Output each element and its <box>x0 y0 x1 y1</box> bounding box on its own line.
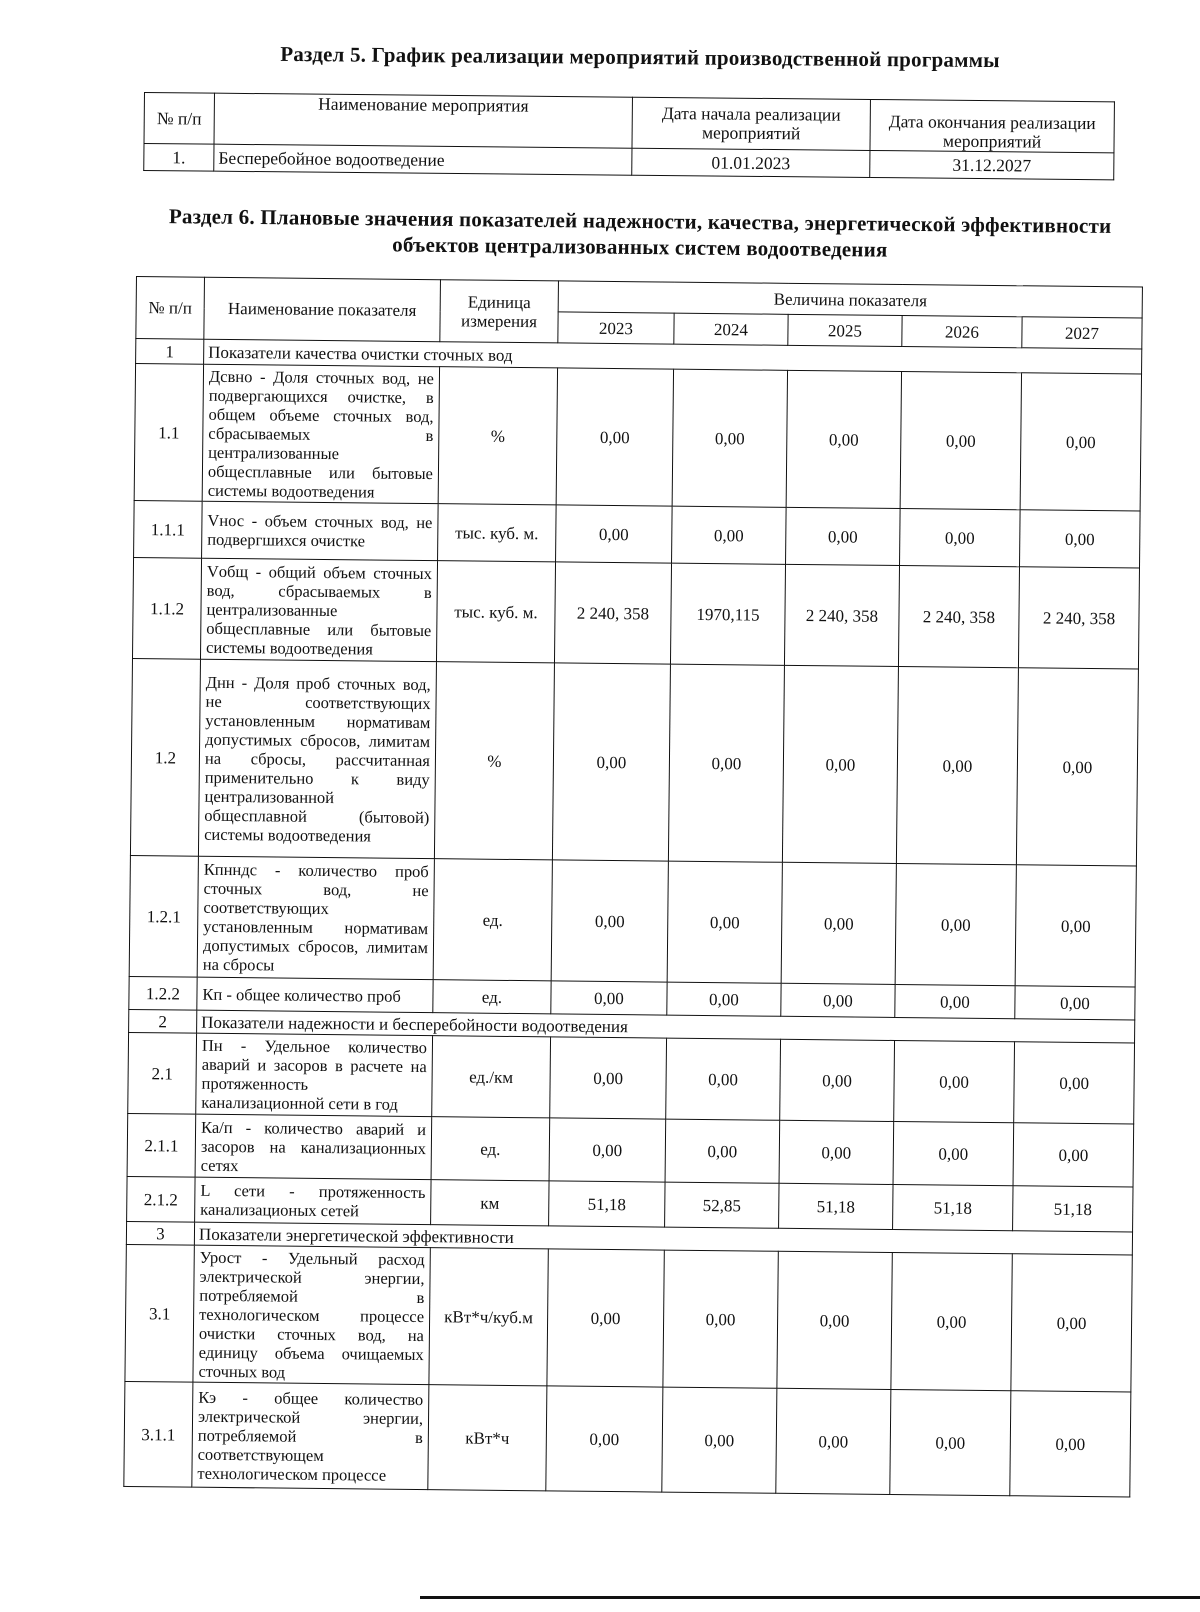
row-value-2024: 0,00 <box>662 1387 777 1493</box>
header-indicator-name: Наименование показателя <box>204 277 441 341</box>
row-value-2023: 0,00 <box>550 1037 667 1119</box>
row-indicator-name: Кэ - общее количество электрической энергии, потребляемой в соответствующем технологическом процессе <box>192 1382 429 1489</box>
group-num: 1 <box>136 339 204 365</box>
row-value-2027: 0,00 <box>1015 865 1136 987</box>
row-num: 1.1.2 <box>132 557 201 659</box>
group-name: Показатели качества очистки сточных вод <box>204 339 1142 374</box>
row-value-2024: 0,00 <box>667 982 781 1016</box>
header-year-2023: 2023 <box>558 312 674 344</box>
row-value-2025: 0,00 <box>780 1039 895 1121</box>
row-value-2027: 2 240, 358 <box>1018 567 1139 669</box>
header-start-date: Дата начала реализации мероприятий <box>632 97 870 150</box>
table-row <box>129 855 1136 987</box>
row-unit: км <box>431 1180 549 1226</box>
row-indicator-name: Кп - общее количество проб <box>197 977 433 1012</box>
row-end-date: 31.12.2027 <box>870 150 1114 179</box>
table-row <box>128 1032 1135 1124</box>
header-num: № п/п <box>136 277 205 340</box>
row-unit: % <box>438 367 557 505</box>
row-value-2023: 0,00 <box>549 1118 666 1182</box>
row-value-2026: 0,00 <box>896 667 1018 865</box>
section-5-title: Раздел 5. График реализации мероприятий производственной программы <box>280 41 1000 73</box>
header-activity-name: Наименование мероприятия <box>214 93 632 148</box>
header-year-2026: 2026 <box>902 316 1022 348</box>
schedule-table-header <box>144 93 1114 153</box>
row-value-2026: 0,00 <box>895 863 1016 985</box>
schedule-table <box>143 92 1115 180</box>
row-value-2024: 0,00 <box>672 506 787 564</box>
row-value-2026: 51,18 <box>893 1184 1013 1230</box>
row-unit: тыс. куб. м. <box>436 561 555 663</box>
row-indicator-name: Дсвно - Доля сточных вод, не подвергающихся очистке, в общем объеме сточных вод, сбрасываемых в централизованные общесплавные или бытовые системы водоотведения <box>202 364 439 503</box>
row-activity-name: Бесперебойное водоотведение <box>214 144 632 175</box>
group-name: Показатели энергетической эффективности <box>194 1222 1132 1255</box>
row-value-2025: 0,00 <box>781 862 896 984</box>
row-value-2026: 0,00 <box>893 1121 1014 1185</box>
table-row <box>124 1381 1131 1497</box>
row-unit: % <box>434 662 554 860</box>
row-num: 1.1 <box>134 364 203 502</box>
row-value-2023: 0,00 <box>552 663 670 861</box>
group-num: 2 <box>129 1009 197 1033</box>
row-unit: ед. <box>433 980 551 1014</box>
header-year-2024: 2024 <box>674 313 788 345</box>
row-value-2027: 0,00 <box>1011 1254 1132 1392</box>
header-unit: Единица измерения <box>440 280 559 343</box>
row-value-2027: 51,18 <box>1013 1186 1134 1232</box>
row-num: 1.1.1 <box>134 500 203 558</box>
row-value-2025: 0,00 <box>782 665 898 863</box>
row-num: 1.2 <box>130 658 200 856</box>
row-indicator-name: Днн - Доля проб сточных вод, не соответствующих установленным нормативам допустимых сбросов, лимитам на сбросы, рассчитанная применительно к виду централизованной общесплавной (бытовой) системы водоотведения <box>198 659 436 858</box>
row-value-2023: 0,00 <box>547 1249 664 1387</box>
row-value-2024: 0,00 <box>672 369 787 507</box>
row-value-2024: 0,00 <box>666 1038 781 1120</box>
row-unit: ед. <box>433 859 552 981</box>
row-value-2027: 0,00 <box>1010 1391 1131 1497</box>
row-value-2025: 2 240, 358 <box>784 564 899 666</box>
header-num: № п/п <box>144 93 214 145</box>
row-indicator-name: Пн - Удельное количество аварий и засоров в расчете на протяженность канализационной сети в год <box>196 1033 433 1116</box>
row-value-2027: 0,00 <box>1013 1123 1134 1187</box>
row-value-2027: 0,00 <box>1014 1042 1135 1124</box>
row-num: 3.1 <box>125 1244 194 1382</box>
row-value-2025: 0,00 <box>777 1251 892 1389</box>
row-value-2025: 0,00 <box>786 370 901 508</box>
row-value-2027: 0,00 <box>1016 668 1138 866</box>
row-value-2026: 0,00 <box>900 372 1021 510</box>
table-row <box>127 1113 1134 1187</box>
row-value-2023: 0,00 <box>556 368 673 506</box>
row-indicator-name: Кпнндс - количество проб сточных вод, не соответствующих установленным нормативам допустимых сбросов, лимитам на сбросы <box>197 856 434 979</box>
table-row <box>130 658 1138 866</box>
row-unit: тыс. куб. м. <box>438 504 557 562</box>
row-value-2024: 52,85 <box>665 1182 779 1228</box>
row-value-2026: 0,00 <box>900 509 1021 567</box>
row-value-2024: 0,00 <box>665 1119 780 1183</box>
row-unit: ед. <box>431 1117 550 1181</box>
row-num: 2.1.2 <box>127 1176 195 1222</box>
row-indicator-name: L сети - протяженность канализационых сетей <box>195 1177 431 1224</box>
row-indicator-name: Ка/п - количество аварий и засоров на канализационных сетях <box>195 1114 432 1179</box>
row-indicator-name: Урост - Удельный расход электрической энергии, потребляемой в технологическом процессе очистки сточных вод, на единицу объема очищаемых сточных вод <box>193 1245 430 1384</box>
row-num: 1. <box>144 144 214 172</box>
row-value-2023: 2 240, 358 <box>554 562 671 664</box>
row-value-2027: 0,00 <box>1020 510 1141 568</box>
row-indicator-name: Vобщ - общий объем сточных вод, сбрасываемых в централизованные общесплавные или бытовые системы водоотведения <box>200 558 437 661</box>
indicators-table <box>123 276 1143 1497</box>
row-num: 1.2.2 <box>129 976 197 1010</box>
header-end-date: Дата окончания реализации мероприятий <box>870 99 1114 152</box>
row-value-2027: 0,00 <box>1020 373 1141 511</box>
group-name: Показатели надежности и бесперебойности водоотведения <box>197 1010 1135 1043</box>
row-value-2023: 51,18 <box>549 1181 665 1227</box>
row-value-2026: 0,00 <box>890 1389 1011 1495</box>
row-unit: ед./км <box>432 1036 551 1118</box>
group-num: 3 <box>126 1221 194 1245</box>
row-value-2026: 0,00 <box>895 984 1015 1018</box>
row-value-2023: 0,00 <box>551 981 667 1015</box>
row-num: 1.2.1 <box>129 855 198 977</box>
indicators-body <box>124 339 1142 1497</box>
row-unit: кВт*ч <box>428 1385 547 1491</box>
row-value-2025: 51,18 <box>779 1183 893 1229</box>
row-value-2026: 0,00 <box>894 1040 1015 1122</box>
row-value-2026: 2 240, 358 <box>898 566 1019 668</box>
row-value-2023: 0,00 <box>556 505 673 563</box>
section-6-title: Раздел 6. Плановые значения показателей надежности, качества, энергетической эффективности объектов централизованных систем водоотведения <box>168 204 1112 262</box>
scan-edge-line <box>420 1596 1200 1599</box>
row-value-2025: 0,00 <box>779 1120 894 1184</box>
row-num: 2.1 <box>128 1032 197 1114</box>
table-row <box>134 500 1141 568</box>
header-value: Величина показателя <box>558 281 1142 318</box>
row-value-2025: 0,00 <box>776 1388 891 1494</box>
row-unit: кВт*ч/куб.м <box>429 1248 548 1386</box>
row-indicator-name: Vнос - объем сточных вод, не подвергшихся очистке <box>202 501 439 560</box>
row-value-2025: 0,00 <box>786 507 901 565</box>
row-value-2023: 0,00 <box>546 1386 663 1492</box>
row-value-2025: 0,00 <box>781 983 895 1017</box>
table-row <box>134 364 1141 512</box>
row-value-2024: 0,00 <box>667 861 782 983</box>
header-year-2025: 2025 <box>788 314 902 346</box>
row-num: 2.1.1 <box>127 1113 196 1177</box>
row-value-2024: 0,00 <box>663 1250 778 1388</box>
row-value-2024: 0,00 <box>668 664 784 862</box>
table-row <box>132 557 1139 669</box>
row-value-2027: 0,00 <box>1015 986 1135 1020</box>
row-start-date: 01.01.2023 <box>632 148 870 177</box>
header-year-2027: 2027 <box>1022 317 1142 349</box>
row-value-2026: 0,00 <box>891 1252 1012 1390</box>
row-value-2024: 1970,115 <box>670 563 785 665</box>
row-value-2023: 0,00 <box>551 860 668 982</box>
row-num: 3.1.1 <box>124 1381 193 1487</box>
table-row <box>125 1244 1132 1392</box>
